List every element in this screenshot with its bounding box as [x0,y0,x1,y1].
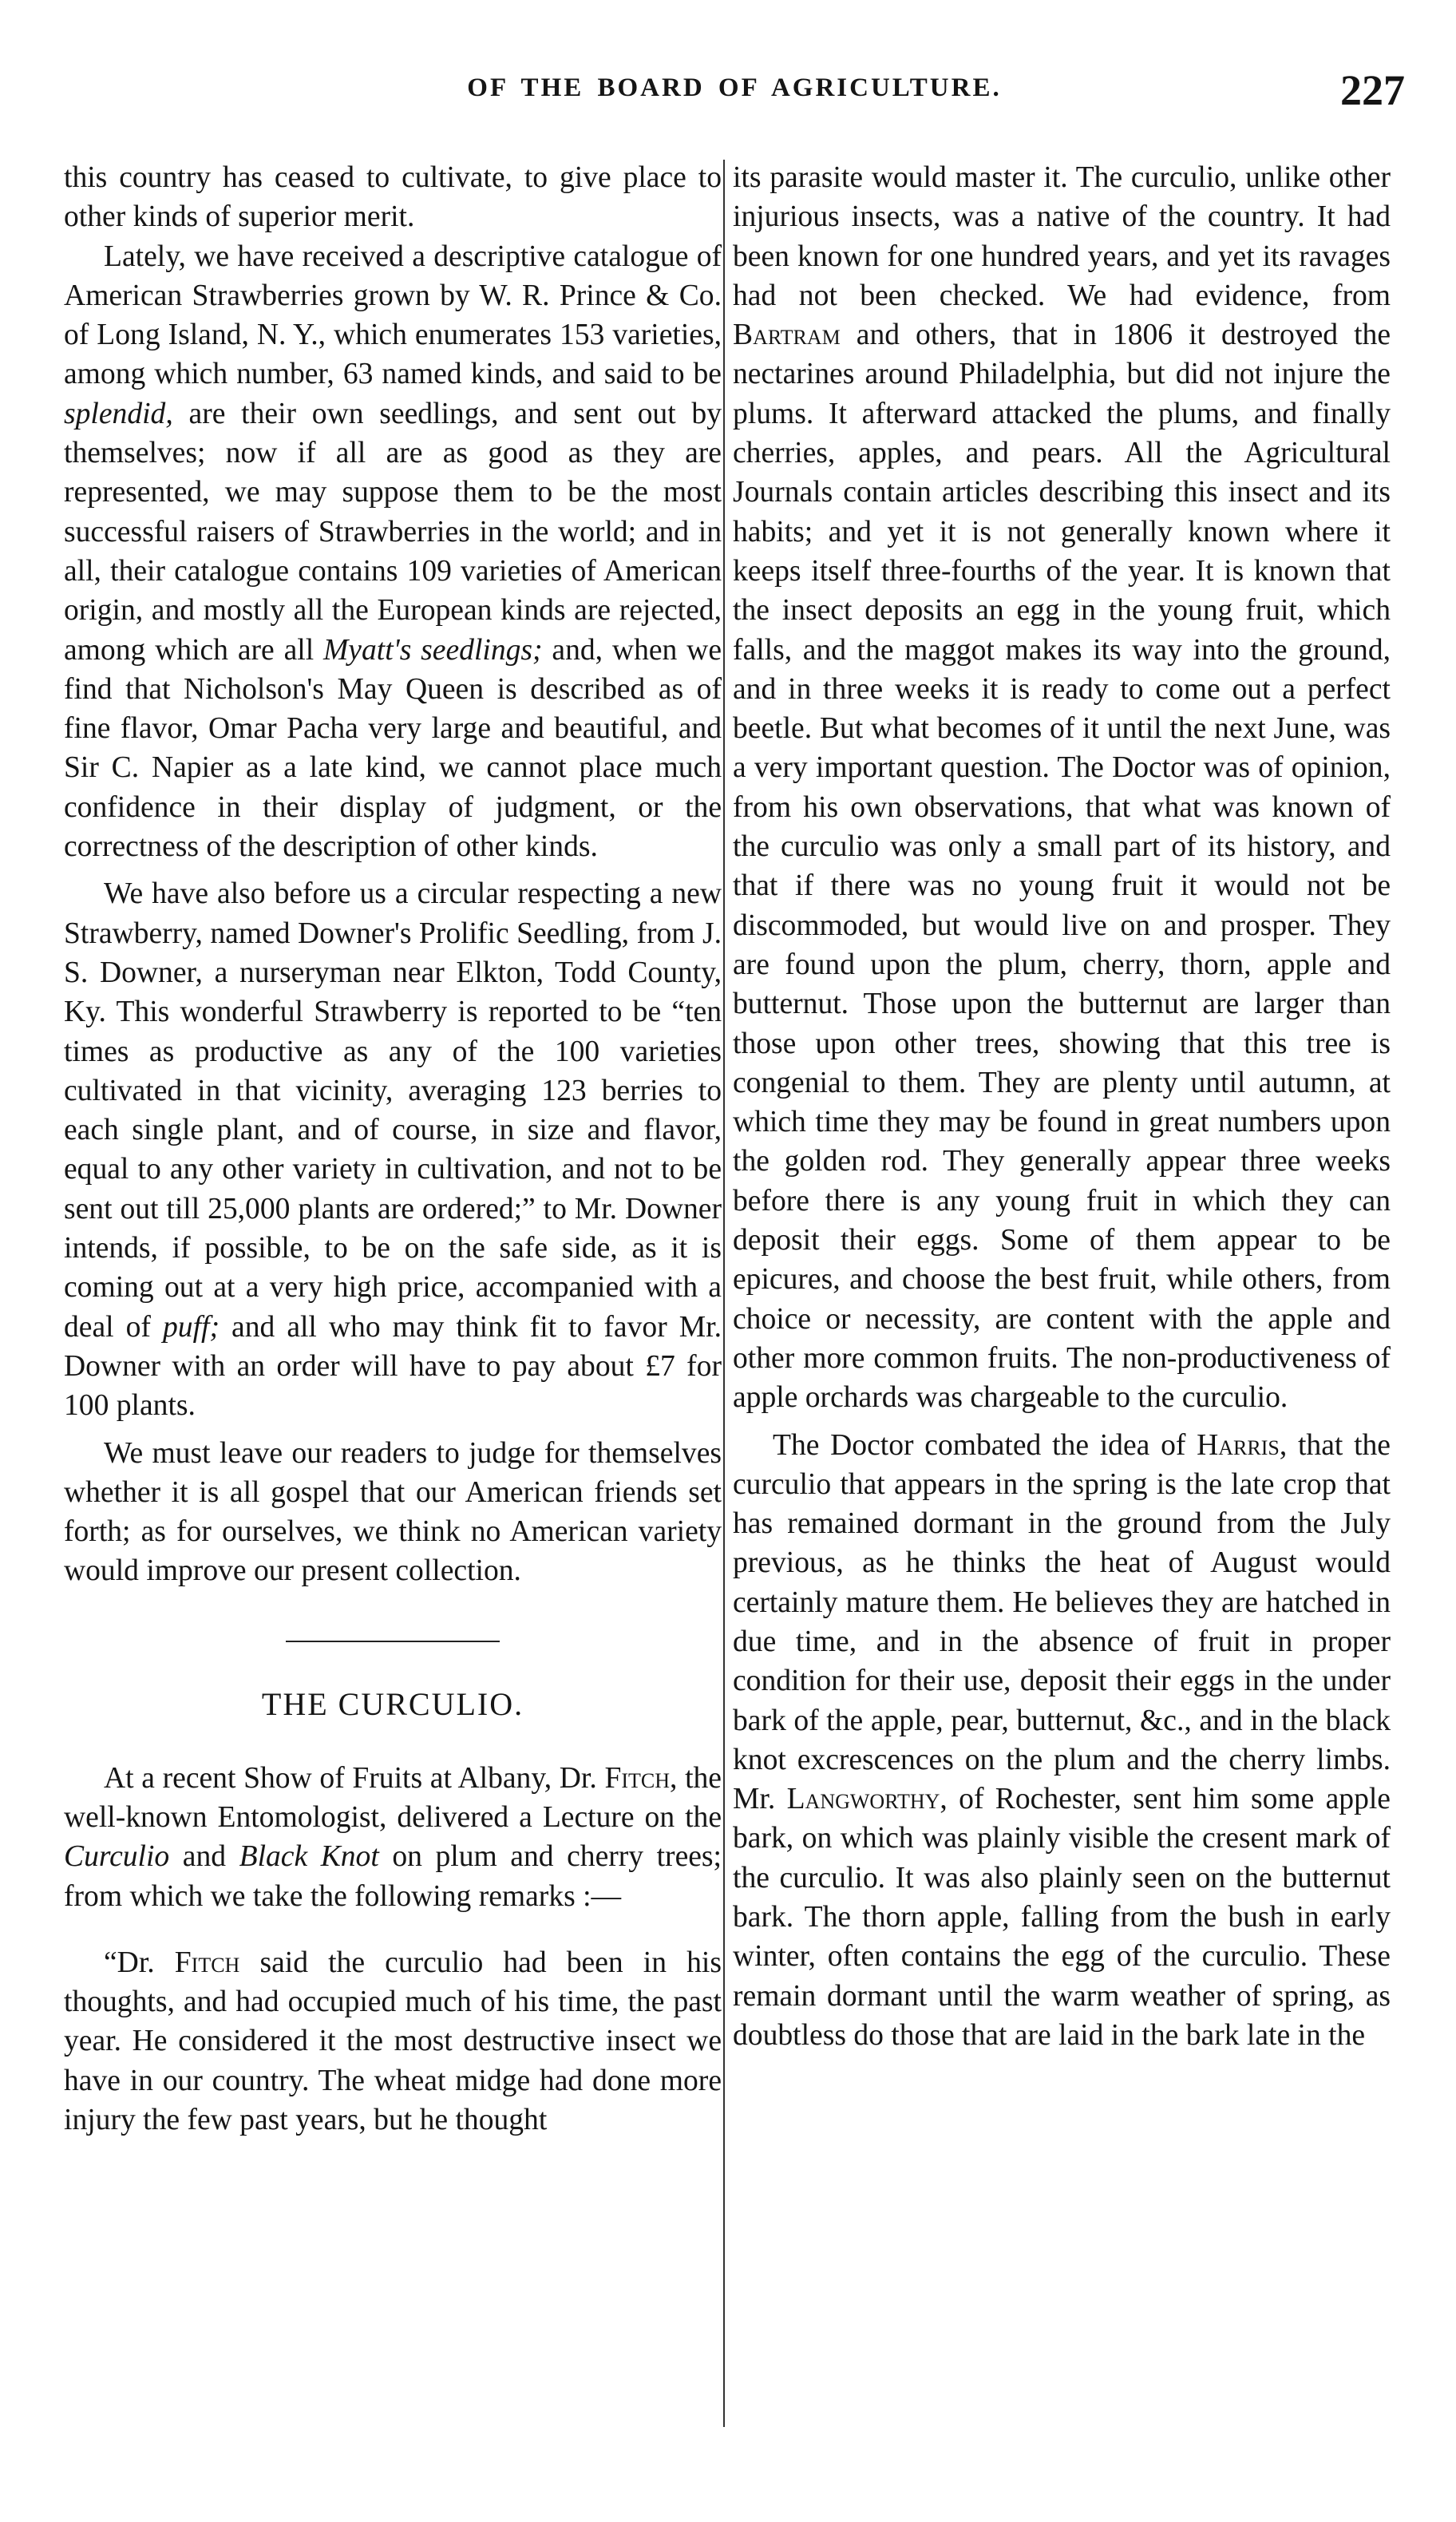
emphasis-splendid: splendid, [64,397,173,430]
emphasis-myatt: Myatt's seedlings; [323,633,543,667]
paragraph-continued [64,158,722,237]
text-run: Lately, we have received a descriptive catalogue of American Strawberries grown by W. R. Prince & Co. of Long Island, N. Y., which enumerates 153 varieties, among which number, 63 named kinds, and said to be [64,240,722,391]
text-run: , of Rochester, sent him some apple bark, on which was plainly visible the cresent mark of the curculio. It was also plainly seen on the butternut bark. The thorn apple, falling from the bush in early winter, often contains the egg of the curculio. These remain dormant until the warm weather of spring, as doubtless do those that are laid in the bark late in the [733,1783,1391,2052]
name-bartram: Bartram [733,319,841,352]
text-run: and all who may think fit to favor Mr. Downer with an order will have to pay about £7 for 100 plants. [64,1310,722,1423]
paragraph-harris [733,1426,1391,2056]
section-divider [286,1641,500,1642]
name-harris: Harris [1197,1428,1280,1462]
emphasis-puff: puff; [162,1310,220,1344]
emphasis-curculio: Curculio [64,1840,170,1874]
text-run: this country has ceased to cultivate, to give place to other kinds of superior merit. [64,161,722,234]
paragraph-quote [64,1943,722,2140]
name-langworthy: Langworthy [786,1783,940,1816]
text-run: and, when we find that Nicholson's May Queen is described as of fine flavor, Omar Pacha very large and beautiful, and Sir C. Napier as a late kind, we cannot place much confidence in their display of judgment, or the correctness of the description of other kinds. [64,633,722,864]
text-run: on plum and cherry trees; from which we take the following remarks :— [64,1840,722,1913]
column-rule [723,160,725,2427]
text-run: and [169,1840,239,1874]
paragraph-catalogue [64,237,722,867]
page-header [64,66,1405,121]
page-number: 227 [1340,66,1405,114]
text-run: At a recent Show of Fruits at Albany, Dr. [104,1761,605,1795]
paragraph-intro [64,1759,722,1916]
name-fitch: Fitch [604,1761,670,1795]
right-column [733,158,1391,2055]
emphasis-black-knot: Black Knot [239,1840,379,1874]
text-run: “Dr. [104,1946,175,1979]
name-fitch: Fitch [174,1946,240,1979]
paragraph-downer [64,874,722,1425]
text-run: We have also before us a circular respecting a new Strawberry, named Downer's Prolific Seedling, from J. S. Downer, a nurseryman near Elkton, Todd County, Ky. This wonderful Strawberry is reported to be “ten times as productive as any of the 100 varieties cultivated in that vicinity, averaging 123 berries to each single plant, and of course, in size and flavor, equal to any other variety in cultivation, and not to be sent out till 25,000 plants are ordered;” to Mr. Downer intends, if possible, to be on the safe side, as it is coming out at a very high price, accompanied with a deal of [64,877,722,1344]
section-title: THE CURCULIO. [261,1685,524,1722]
text-run: , the well-known Entomologist, delivered a Lecture on the [64,1761,722,1834]
text-run: and others, that in 1806 it destroyed the nectarines around Philadelphia, but did not injure the plums. It afterward attacked the plums, and finally cherries, apples, and pears. All the Agricultural Journals contain articles describing this insect and its habits; and yet it is not generally known where it keeps itself three-fourths of the year. It is known that the insect deposits an egg in the young fruit, which falls, and the maggot makes its way into the ground, and in three weeks it is ready to come out a perfect beetle. But what becomes of it until the next June, was a very important question. The Doctor was of opinion, from his own observations, that what was known of the curculio was only a small part of its history, and that if there was no young fruit it would not be discommoded, but would live on and prosper. They are found upon the plum, cherry, thorn, apple and butternut. Those upon the butternut are larger than those upon other trees, showing that this tree is congenial to them. They are plenty until autumn, at which time they may be found in great numbers upon the golden rod. They generally appear three weeks before there is any young fruit in which they can deposit their eggs. Some of them appear to be epicures, and choose the best fruit, while others, from choice or necessity, are content with the apple and other more common fruits. The non-productiveness of apple orchards was chargeable to the curculio. [733,319,1391,1415]
text-run: The Doctor combated the idea of [773,1428,1197,1462]
paragraph-continued [733,158,1391,1418]
running-head: OF THE BOARD OF AGRICULTURE. [467,73,1002,102]
text-run: We must leave our readers to judge for themselves whether it is all gospel that our American friends set forth; as for ourselves, we think no American variety would improve our present collection. [64,1436,722,1588]
text-run: said the curculio had been in his thoughts, and had occupied much of his time, the past year. He considered it the most destructive insect we have in our country. The wheat midge had done more injury the few past years, but he thought [64,1946,722,2137]
paragraph-readers [64,1434,722,1591]
text-run: its parasite would master it. The curculio, unlike other injurious insects, was a native of the country. It had been known for one hundred years, and yet its ravages had not been checked. We had evidence, from [733,161,1391,312]
left-column [64,158,722,2140]
text-run: , that the curculio that appears in the spring is the late crop that has remained dormant in the ground from the July previous, as he thinks the heat of August would certainly mature them. He believes they are hatched in due time, and in the absence of fruit in proper condition for their use, deposit their eggs in the under bark of the apple, pear, butternut, &c., and in the black knot excrescences on the plum and the cherry limbs. Mr. [733,1428,1391,1816]
text-run: are their own seedlings, and sent out by themselves; now if all are as good as they are represented, we may suppose them to be the most successful raisers of Strawberries in the world; and in all, their catalogue contains 109 varieties of American origin, and mostly all the European kinds are rejected, among which are all [64,397,722,667]
